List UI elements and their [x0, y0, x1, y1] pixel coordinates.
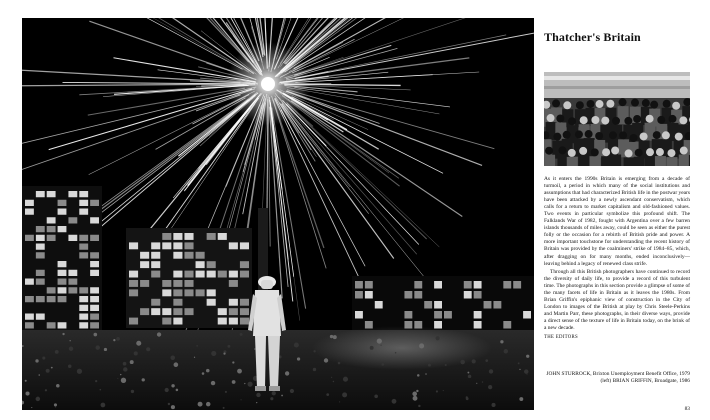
- page-title: Thatcher's Britain: [544, 30, 641, 44]
- photo-credits: [500, 371, 690, 386]
- crowd-photo-illustration: [544, 72, 690, 166]
- credit-line: (left) BRIAN GRIFFIN, Broadgate, 1986: [600, 378, 690, 385]
- building-left: [22, 186, 102, 336]
- page-number: 83: [684, 406, 690, 412]
- fireworks-photo-illustration: [22, 18, 534, 410]
- building-middle: [126, 228, 252, 328]
- intro-article: [544, 176, 690, 341]
- unemployment-office-photograph: [544, 72, 690, 166]
- fireworks-photograph: [22, 18, 534, 410]
- credit-line: JOHN STURROCK, Brixton Unemployment Benefit Office, 1979: [546, 371, 690, 377]
- firework-core: [261, 77, 275, 91]
- intro-paragraph: As it enters the 1990s Britain is emerging from a decade of turmoil, a period in which many of the social institutions and assumptions that had characterized British life in the postwar years have been attacked by a newly ascendant conservatism, which calls for a return to market capitalism and old-fashioned values. Two events in particular symbolize this profound shift. The Falklands War of 1982, fought with Argentina over a few barren islands thousands of miles away, could be seen as either the purest folly or the occasion for a rebirth of British pride and power. A more important touchstone for understanding the recent history of Britain was provided by the coalminers' strike of 1984–85, which, after dragging on for many months, ended inconclusively—leaving behind a legacy of renewed class strife.: [544, 176, 690, 267]
- editors-signature: THE EDITORS: [544, 335, 578, 341]
- intro-paragraph: Through all this British photographers have continued to record the diversity of daily life, to provide a record of this turbulent time. The photographs in this section provide a glimpse of some of the many facets of life in Britain as it leaves the 1980s. From Brian Griffin's epiphanic view of construction in the City of London to images of the British at play by Chris Steele-Perkins and Martin Parr, these photographs, in their diverse ways, provide a direct sense of the texture of life in Britain today, on the brink of a new decade.: [544, 269, 690, 332]
